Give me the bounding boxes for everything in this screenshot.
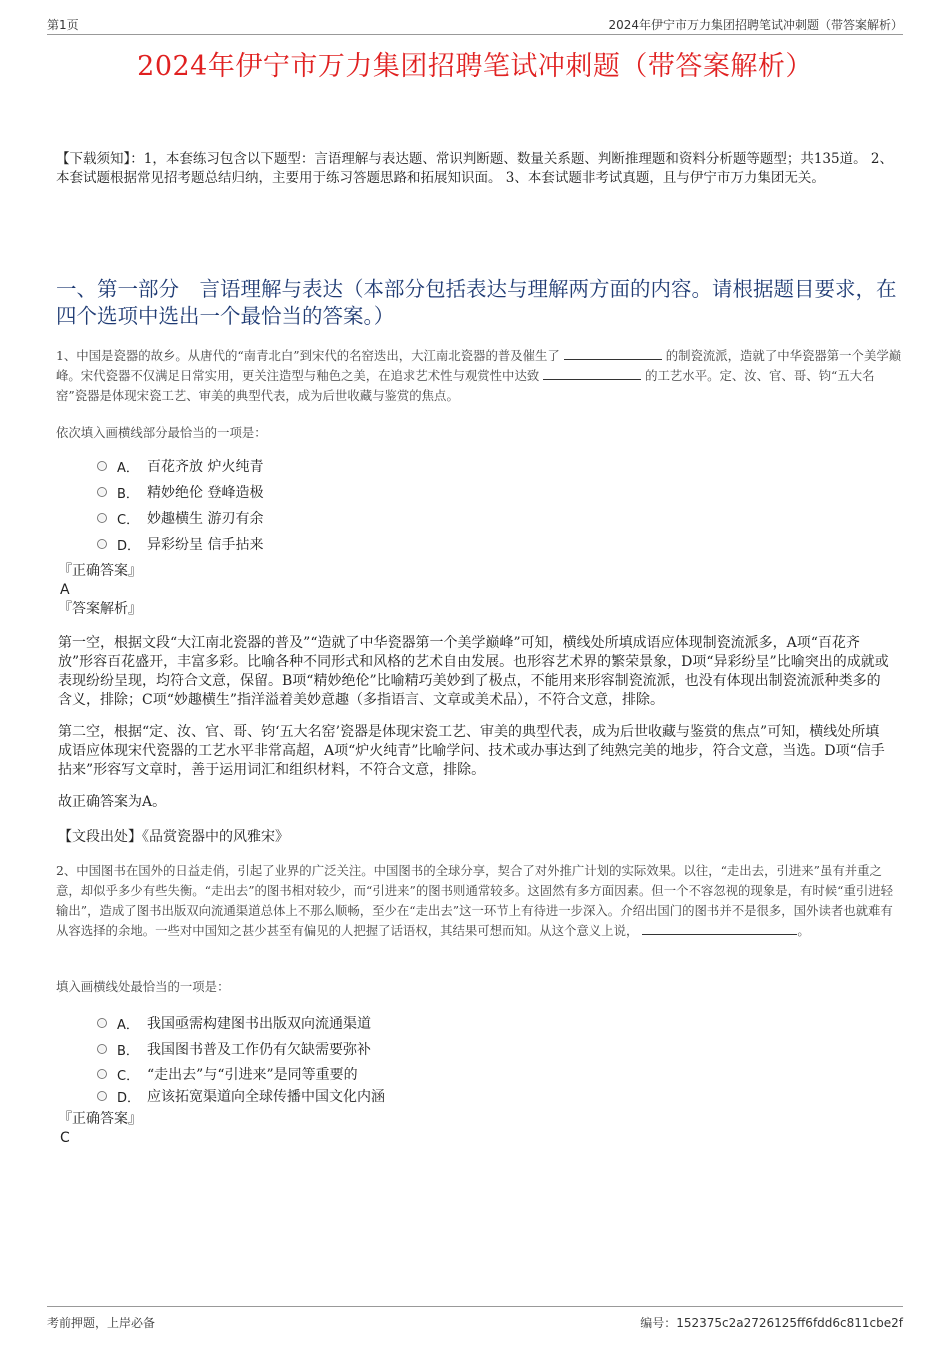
q1-answer-label: 『正确答案』 [58,563,142,579]
q2-options [97,1010,385,1106]
footer-slogan: 考前押题，上岸必备 [47,1316,156,1330]
q2-option-a[interactable]: A． 我国亟需构建图书出版双向流通渠道 [97,1010,385,1036]
q1-option-c[interactable]: C． 妙趣横生 游刃有余 [97,505,263,531]
footer-doc-id: 编号：152375c2a2726125ff6fdd6c811cbe2f [640,1316,903,1330]
q1-options [97,453,263,557]
q2-prompt: 填入画横线处最恰当的一项是： [56,979,230,994]
radio-icon[interactable] [97,1044,107,1054]
radio-icon[interactable] [97,1018,107,1028]
q1-answer: A [60,582,70,598]
q1-option-b[interactable]: B． 精妙绝伦 登峰造极 [97,479,263,505]
page-title: 2024年伊宁市万力集团招聘笔试冲刺题（带答案解析） [137,51,813,82]
radio-icon[interactable] [97,461,107,471]
q1-analysis-2: 第二空，根据“定、汝、官、哥、钧‘五大名窑’瓷器是体现宋瓷工艺、审美的典型代表，成为后世收藏与鉴赏的焦点”可知，横线处所填成语应体现宋代瓷器的工艺水平非常高超，A项“炉火纯青”比喻学问、技术或办事达到了纯熟完美的地步，符合文意，当选。D项“信手拈来”形容写文章时，善于运用词汇和组织材料，不符合文意，排除。 [58,724,885,778]
question-2-stem: 2、中国图书在国外的日益走俏，引起了业界的广泛关注。中国图书的全球分享，契合了对外推广计划的实际效果。以往，“走出去，引进来”虽有并重之意，却似乎多少有些失衡。“走出去”的图书相对较少，而“引进来”的图书则通常较多。这固然有多方面因素。但一个不容忽视的现象是，有时候“重引进轻输出”，造成了图书出版双向流通渠道总体上不那么顺畅，至少在“走出去”这一环节上有待进一步深入。介绍出国门的图书并不是很多，国外读者也就难有从容选择的余地。一些对中国知之甚少甚至有偏见的人把握了话语权，其结果可想而知。从这个意义上说， 。 [56,863,894,938]
q1-source: 【文段出处】《品赏瓷器中的风雅宋》 [58,829,289,845]
page-header [47,14,903,35]
radio-icon[interactable] [97,1069,107,1079]
question-1-stem [56,346,904,406]
q1-analysis-1: 第一空，根据文段“大江南北瓷器的普及”“造就了中华瓷器第一个美学巅峰”可知，横线处所填成语应体现制瓷流派多，A项“百花齐放”形容百花盛开，丰富多彩。比喻各种不同形式和风格的艺术自由发展。也形容艺术界的繁荣景象，D项“异彩纷呈”比喻突出的成就或表现纷纷呈现，均符合文意，保留。B项“精妙绝伦”比喻精巧美妙到了极点，不能用来形容制瓷流派，也没有体现出制瓷流派种类多的含义，排除；C项“妙趣横生”指洋溢着美妙意趣（多指语言、文章或美术品），不符合文意，排除。 [58,635,889,708]
q1-analysis-label: 『答案解析』 [58,601,142,617]
q1-conclusion: 故正确答案为A。 [58,794,167,810]
page-footer [47,1306,903,1329]
download-notice: 【下载须知】：1，本套练习包含以下题型：言语理解与表达题、常识判断题、数量关系题、判断推理题和资料分析题等题型；共135道。 2、本套试题根据常见招考题总结归纳，主要用于练习答题思路和拓展知识面。 3、本套试题非考试真题，且与伊宁市万力集团无关。 [56,151,893,186]
q2-answer: C [60,1130,70,1146]
q2-blank [642,922,797,935]
radio-icon[interactable] [97,513,107,523]
radio-icon[interactable] [97,539,107,549]
q2-stem-text: 2、中国图书在国外的日益走俏，引起了业界的广泛关注。中国图书的全球分享，契合了对外推广计划的实际效果。以往，“走出去，引进来”虽有并重之意，却似乎多少有些失衡。“走出去”的图书相对较少，而“引进来”的图书则通常较多。这固然有多方面因素。但一个不容忽视的现象是，有时候“重引进轻输出”，造成了图书出版双向流通渠道总体上不那么顺畅，至少在“走出去”这一环节上有待进一步深入。介绍出国门的图书并不是很多，国外读者也就难有从容选择的余地。一些对中国知之甚少甚至有偏见的人把握了话语权，其结果可想而知。从这个意义上说， [56,863,894,938]
q1-option-a[interactable]: A． 百花齐放 炉火纯青 [97,453,263,479]
q1-prompt: 依次填入画横线部分最恰当的一项是： [56,425,267,440]
radio-icon[interactable] [97,487,107,497]
q1-stem-part-a: 1、中国是瓷器的故乡。从唐代的“南青北白”到宋代的名窑迭出，大江南北瓷器的普及催生了 [56,348,560,363]
q1-answer-block [58,562,142,619]
q2-answer-label: 『正确答案』 [58,1111,142,1127]
section-title: 一、第一部分 言语理解与表达（本部分包括表达与理解两方面的内容。请根据题目要求，在四个选项中选出一个最恰当的答案。） [56,277,897,328]
header-doc-title: 2024年伊宁市万力集团招聘笔试冲刺题（带答案解析） [608,18,903,32]
radio-icon[interactable] [97,1091,107,1101]
q1-stem-part-c: 的工艺水平。定、汝、官、哥、钧“五大名窑”瓷器是体现宋瓷工艺、审美的典型代表，成为后世收藏与鉴赏的焦点。 [56,368,875,403]
q2-option-b[interactable]: B． 我国图书普及工作仍有欠缺需要弥补 [97,1036,385,1062]
q1-blank-2 [543,367,641,380]
q1-blank-1 [564,347,662,360]
q1-option-d[interactable]: D． 异彩纷呈 信手拈来 [97,531,263,557]
q2-option-c[interactable]: C． “走出去”与“引进来”是同等重要的 [97,1062,385,1086]
q1-stem-part-b: 的制瓷流派，造就了中华瓷器第一个美学巅峰。宋代瓷器不仅满足日常实用，更关注造型与釉色之美，在追求艺术性与观赏性中达致 [56,348,902,383]
q2-option-d[interactable]: D． 应该拓宽渠道向全球传播中国文化内涵 [97,1086,385,1106]
q2-answer-block [58,1110,142,1148]
page-number: 第1页 [47,18,79,32]
